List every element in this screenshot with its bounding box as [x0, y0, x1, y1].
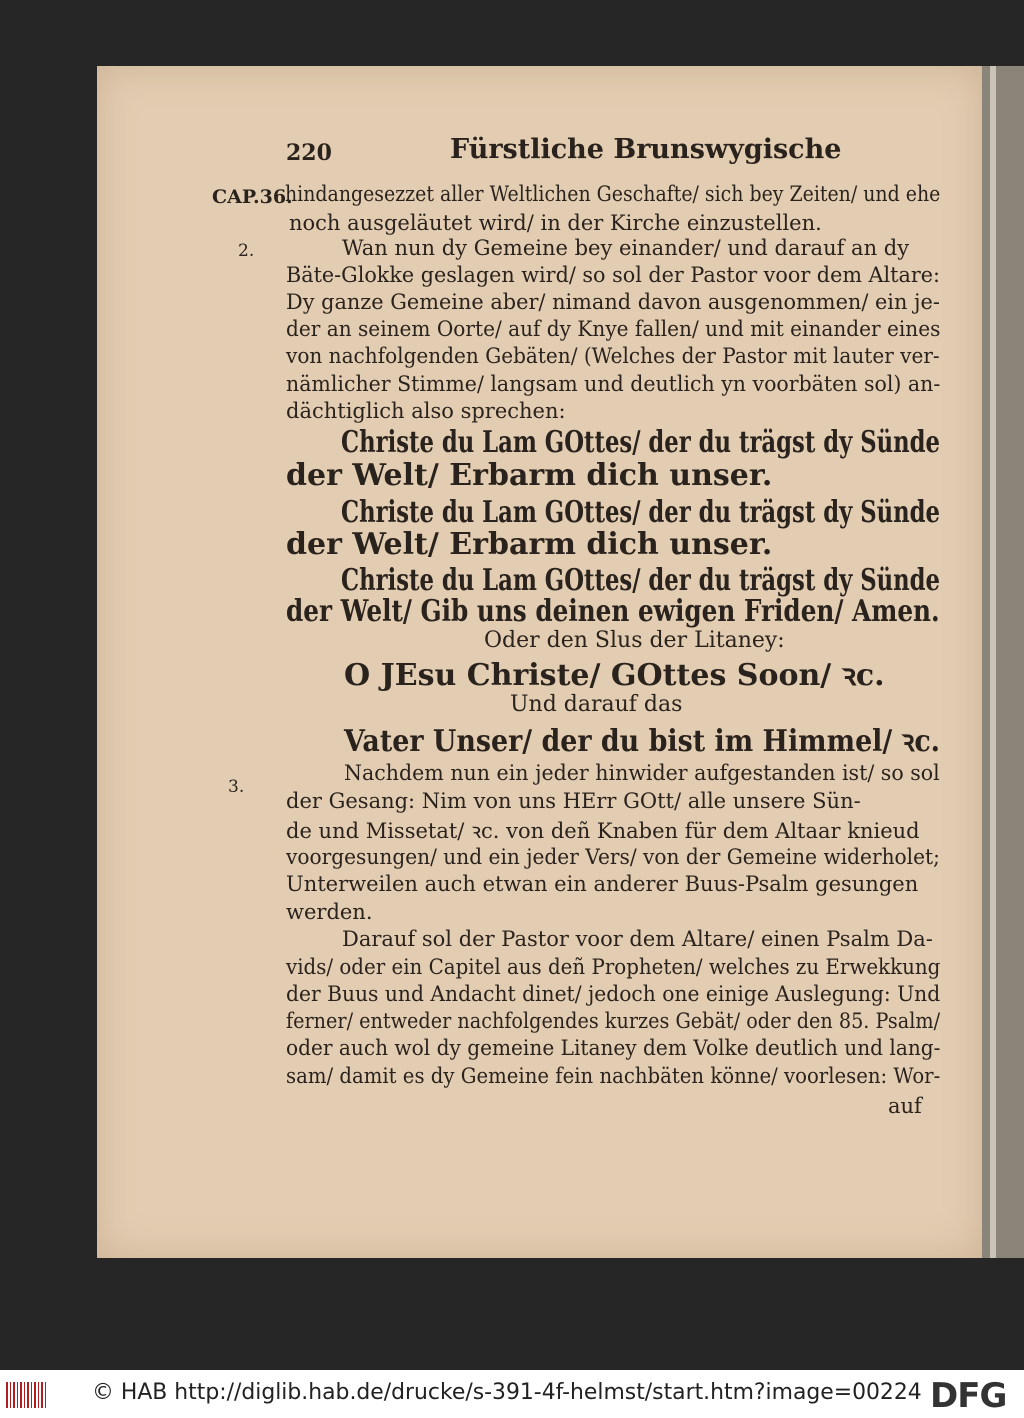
hab-logo-icon	[6, 1382, 48, 1408]
text-line: Darauf sol der Pastor voor dem Altare/ einen Psalm Da-	[342, 927, 933, 951]
text-line: nämlicher Stimme/ langsam und deutlich yn voorbäten sol) an-	[286, 372, 941, 396]
running-head: Fürstliche Brunswygische	[450, 134, 842, 165]
prayer-line: Vater Unser/ der du bist im Himmel/ ꝛc.	[344, 724, 941, 759]
text-line: der Gesang: Nim von uns HErr GOtt/ alle unsere Sün-	[286, 789, 861, 813]
text-line: Dy ganze Gemeine aber/ nimand davon ausgenommen/ ein je-	[286, 290, 940, 314]
rubric-line: Oder den Slus der Litaney:	[484, 628, 785, 653]
text-line: voorgesungen/ und ein jeder Vers/ von der Gemeine widerholet;	[286, 845, 940, 869]
text-line: dächtiglich also sprechen:	[286, 399, 566, 423]
text-line: ferner/ entweder nachfolgendes kurzes Gebät/ oder den 85. Psalm/	[286, 1009, 941, 1033]
page-edge-highlight	[990, 66, 996, 1258]
text-line: Bäte-Glokke geslagen wird/ so sol der Pastor voor dem Altare:	[286, 263, 940, 287]
prayer-line: der Welt/ Erbarm dich unser.	[286, 527, 773, 562]
text-line: Unterweilen auch etwan ein anderer Buus-Psalm gesungen	[286, 872, 919, 896]
text-line: de und Missetat/ ꝛc. von deñ Knaben für dem Altaar knieud	[286, 819, 920, 843]
text-line: Wan nun dy Gemeine bey einander/ und darauf an dy	[342, 236, 910, 260]
prayer-line: der Welt/ Gib uns deinen ewigen Friden/ Amen.	[286, 594, 940, 629]
prayer-line: Christe du Lam GOttes/ der du trägst dy Sünde	[341, 425, 940, 460]
text-line: werden.	[286, 900, 373, 924]
margin-number: 3.	[228, 777, 245, 797]
text-line: vids/ oder ein Capitel aus deñ Propheten/ welches zu Erwekkung	[286, 955, 941, 979]
catchword: auf	[888, 1094, 922, 1118]
text-line: sam/ damit es dy Gemeine fein nachbäten könne/ voorlesen: Wor-	[286, 1064, 941, 1088]
page-edge-strip	[982, 66, 1024, 1258]
prayer-line: der Welt/ Erbarm dich unser.	[286, 458, 773, 493]
text-line: der an seinem Oorte/ auf dy Knye fallen/ und mit einander eines	[286, 317, 941, 341]
text-line: oder auch wol dy gemeine Litaney dem Volke deutlich und lang-	[286, 1036, 941, 1060]
dfg-logo: DFG	[930, 1376, 1007, 1416]
copyright-link[interactable]: © HAB http://diglib.hab.de/drucke/s-391-4f-helmst/start.htm?image=00224	[92, 1380, 922, 1405]
prayer-line: O JEsu Christe/ GOttes Soon/ ꝛc.	[344, 658, 885, 693]
margin-number: 2.	[238, 241, 255, 261]
text-line: von nachfolgenden Gebäten/ (Welches der Pastor mit lauter ver-	[286, 344, 940, 368]
text-line: Nachdem nun ein jeder hinwider aufgestanden ist/ so sol	[344, 761, 940, 785]
text-line: noch ausgeläutet wird/ in der Kirche einzustellen.	[289, 211, 822, 235]
page-number: 220	[286, 140, 332, 166]
text-line: hindangesezzet aller Weltlichen Geschafte/ sich bey Zeiten/ und ehe	[285, 182, 941, 206]
text-line: der Buus und Andacht dinet/ jedoch one einige Auslegung: Und	[286, 982, 941, 1006]
prayer-line: Christe du Lam GOttes/ der du trägst dy Sünde	[341, 495, 940, 530]
chapter-marker: CAP.36.	[212, 186, 293, 208]
prayer-line: Christe du Lam GOttes/ der du trägst dy Sünde	[341, 563, 940, 598]
rubric-line: Und darauf das	[510, 692, 683, 717]
